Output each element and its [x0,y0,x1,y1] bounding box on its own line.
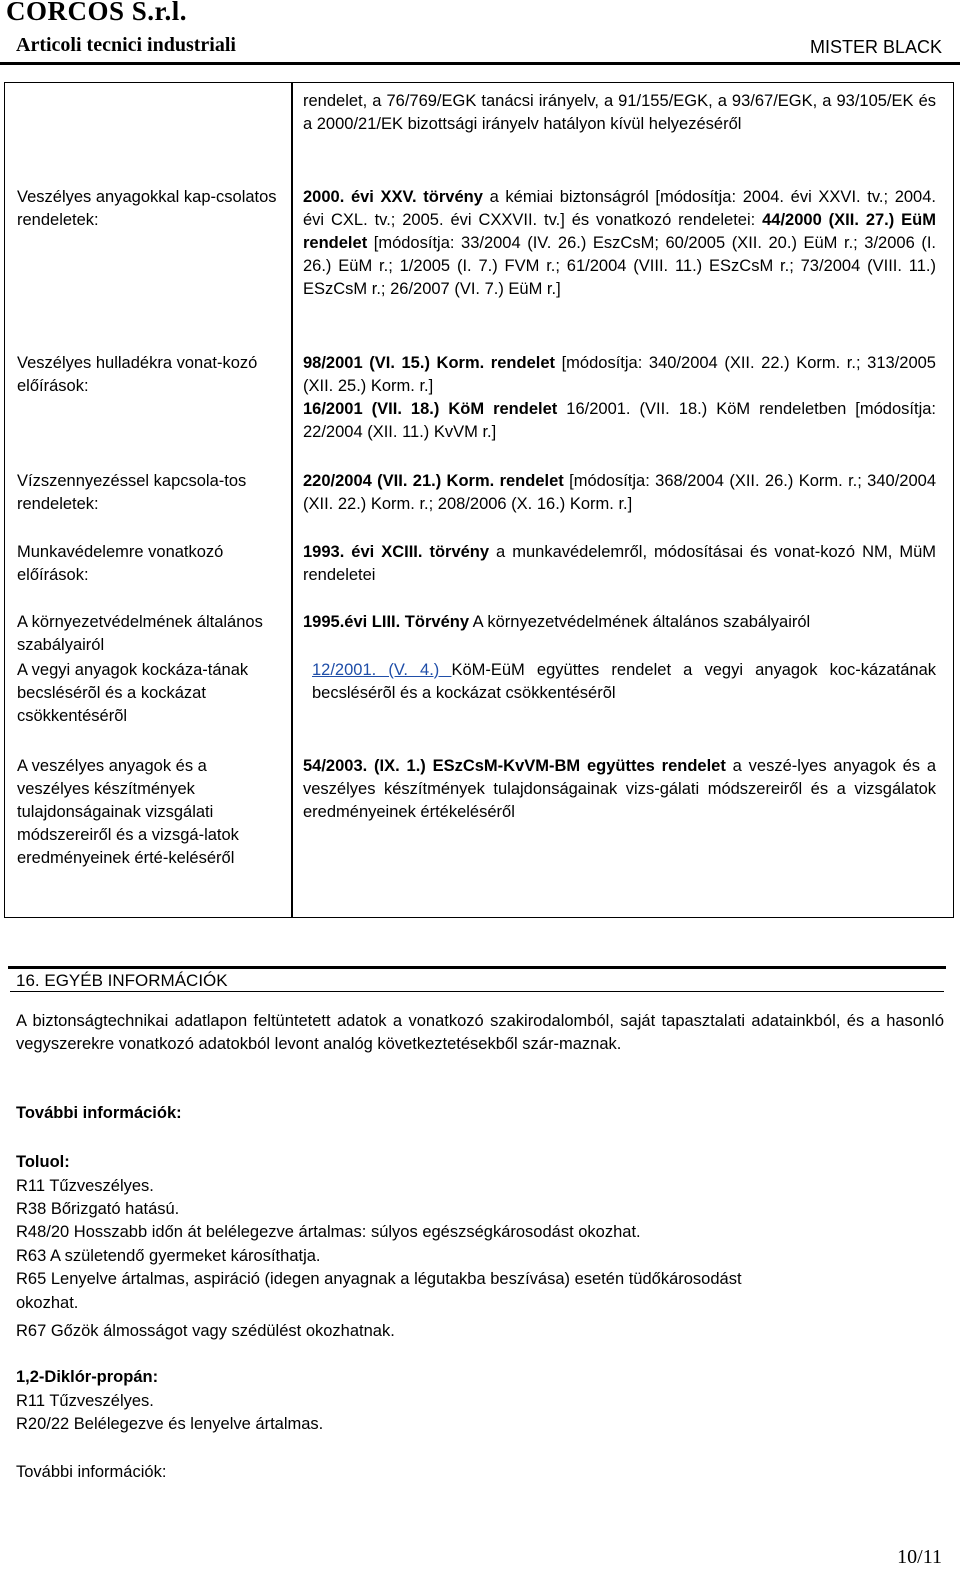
header-rule [0,62,960,65]
toluol-line: R65 Lenyelve ártalmas, aspiráció (idegen anyagnak a légutakba beszívása) esetén tüdőkárosodást [16,1270,742,1288]
further-info-heading: További információk: [16,1104,182,1122]
dichlor-heading: 1,2-Diklór-propán: [16,1368,159,1386]
page-number: 10/11 [897,1546,942,1568]
table-row-2-left: Veszélyes hulladékra vonat-kozó előírások: [17,354,258,395]
table-row-3-left: Vízszennyezéssel kapcsola-tos rendeletek: [17,472,247,513]
table-column-divider [291,82,293,918]
company-name: CORCOS S.r.l. [6,0,188,26]
further-info-footer: További információk: [16,1463,167,1481]
table-row-0-right: rendelet, a 76/769/EGK tanácsi irányelv, a 91/155/EGK, a 93/67/EGK, a 93/105/EK és a 2000/21/EK bizottsági irányelv hatályon kívül helyezéséről [303,92,936,133]
table-row-3-right: 220/2004 (VII. 21.) Korm. rendelet [módosítja: 368/2004 (XII. 26.) Korm. r.; 340/2004 (XII. 22.) Korm. r.; 208/2006 (X. 16.) Korm. r.] [303,472,936,513]
table-row-4-right: 1993. évi XCIII. törvény a munkavédelemről, módosításai és vonat-kozó NM, MüM rendeletei [303,543,936,584]
toluol-line: okozhat. [16,1294,79,1312]
toluol-line: R38 Bőrizgató hatású. [16,1200,180,1218]
table-row-5-right: 1995.évi LIII. Törvény A környezetvédelmének általános szabályairól [303,613,811,631]
toluol-line: R11 Tűzveszélyes. [16,1177,154,1195]
toluol-heading: Toluol: [16,1153,70,1171]
dichlor-line: R20/22 Belélegezve és lenyelve ártalmas. [16,1415,324,1433]
dichlor-line: R11 Tűzveszélyes. [16,1392,154,1410]
table-row-6-right: 12/2001. (V. 4.) KöM-EüM együttes rendelet a vegyi anyagok koc-kázatának becslésérõl és a kockázat csökkentésérõl [312,661,936,702]
table-row-6-left: A vegyi anyagok kockáza-tának becslésérõl és a kockázat csökkentésérõl [17,661,249,725]
product-name: MISTER BLACK [809,37,942,57]
table-row-2-right: 98/2001 (VI. 15.) Korm. rendelet [módosítja: 340/2004 (XII. 22.) Korm. r.; 313/2005 (XII. 25.) Korm. r.] 16/2001 (VII. 18.) KöM rendelet 16/2001. (VII. 18.) KöM rendeletben [módosítja: 22/2004 (XII. 11.) KvVM r.] [303,354,936,441]
section-rule [8,966,946,969]
table-row-1-left: Veszélyes anyagokkal kap-csolatos rendeletek: [17,188,277,229]
toluol-line: R48/20 Hosszabb időn át belélegezve ártalmas: súlyos egészségkárosodást okozhat. [16,1223,641,1241]
table-row-7-left: A veszélyes anyagok és a veszélyes készítmények tulajdonságainak vizsgálati módszereiről és a vizsgá-latok eredményeinek érté-keléséről [17,757,239,867]
table-row-4-left: Munkavédelemre vonatkozó előírások: [17,543,224,584]
toluol-line: R63 A születendő gyermeket károsíthatja. [16,1247,321,1265]
section-title: 16. EGYÉB INFORMÁCIÓK [10,970,944,992]
table-row-5-left: A környezetvédelmének általános szabályairól [17,613,263,654]
regulation-link[interactable]: 12/2001. (V. 4.) [312,661,452,679]
toluol-line: R67 Gőzök álmosságot vagy szédülést okozhatnak. [16,1322,395,1340]
company-subtitle: Articoli tecnici industriali [16,34,236,56]
section-intro: A biztonságtechnikai adatlapon feltüntetett adatok a vonatkozó szakirodalomból, saját tapasztalati adatainkból, és a hasonló vegyszerekre vonatkozó adatokból levont analóg következtetésekből szár-maznak. [16,1012,944,1053]
table-row-1-right: 2000. évi XXV. törvény a kémiai biztonságról [módosítja: 2004. évi XXVI. tv.; 2004. évi CXL. tv.; 2005. évi CXXVII. tv.] és vonatkozó rendeletei: 44/2000 (XII. 27.) EüM rendelet [módosítja: 33/2004 (IV. 26.) EszCsM; 60/2005 (XII. 20.) EüM r.; 3/2006 (I. 26.) EüM r.; 1/2005 (I. 7.) FVM r.; 61/2004 (VIII. 11.) ESzCsM r.; 73/2004 (VIII. 11.) ESzCsM r.; 26/2007 (VI. 7.) EüM r.] [303,188,936,298]
table-row-7-right: 54/2003. (IX. 1.) ESzCsM-KvVM-BM együttes rendelet a veszé-lyes anyagok és a veszélyes készítmények tulajdonságainak vizs-gálati módszereiről és a vizsgálatok eredményeinek értékeléséről [303,757,936,821]
